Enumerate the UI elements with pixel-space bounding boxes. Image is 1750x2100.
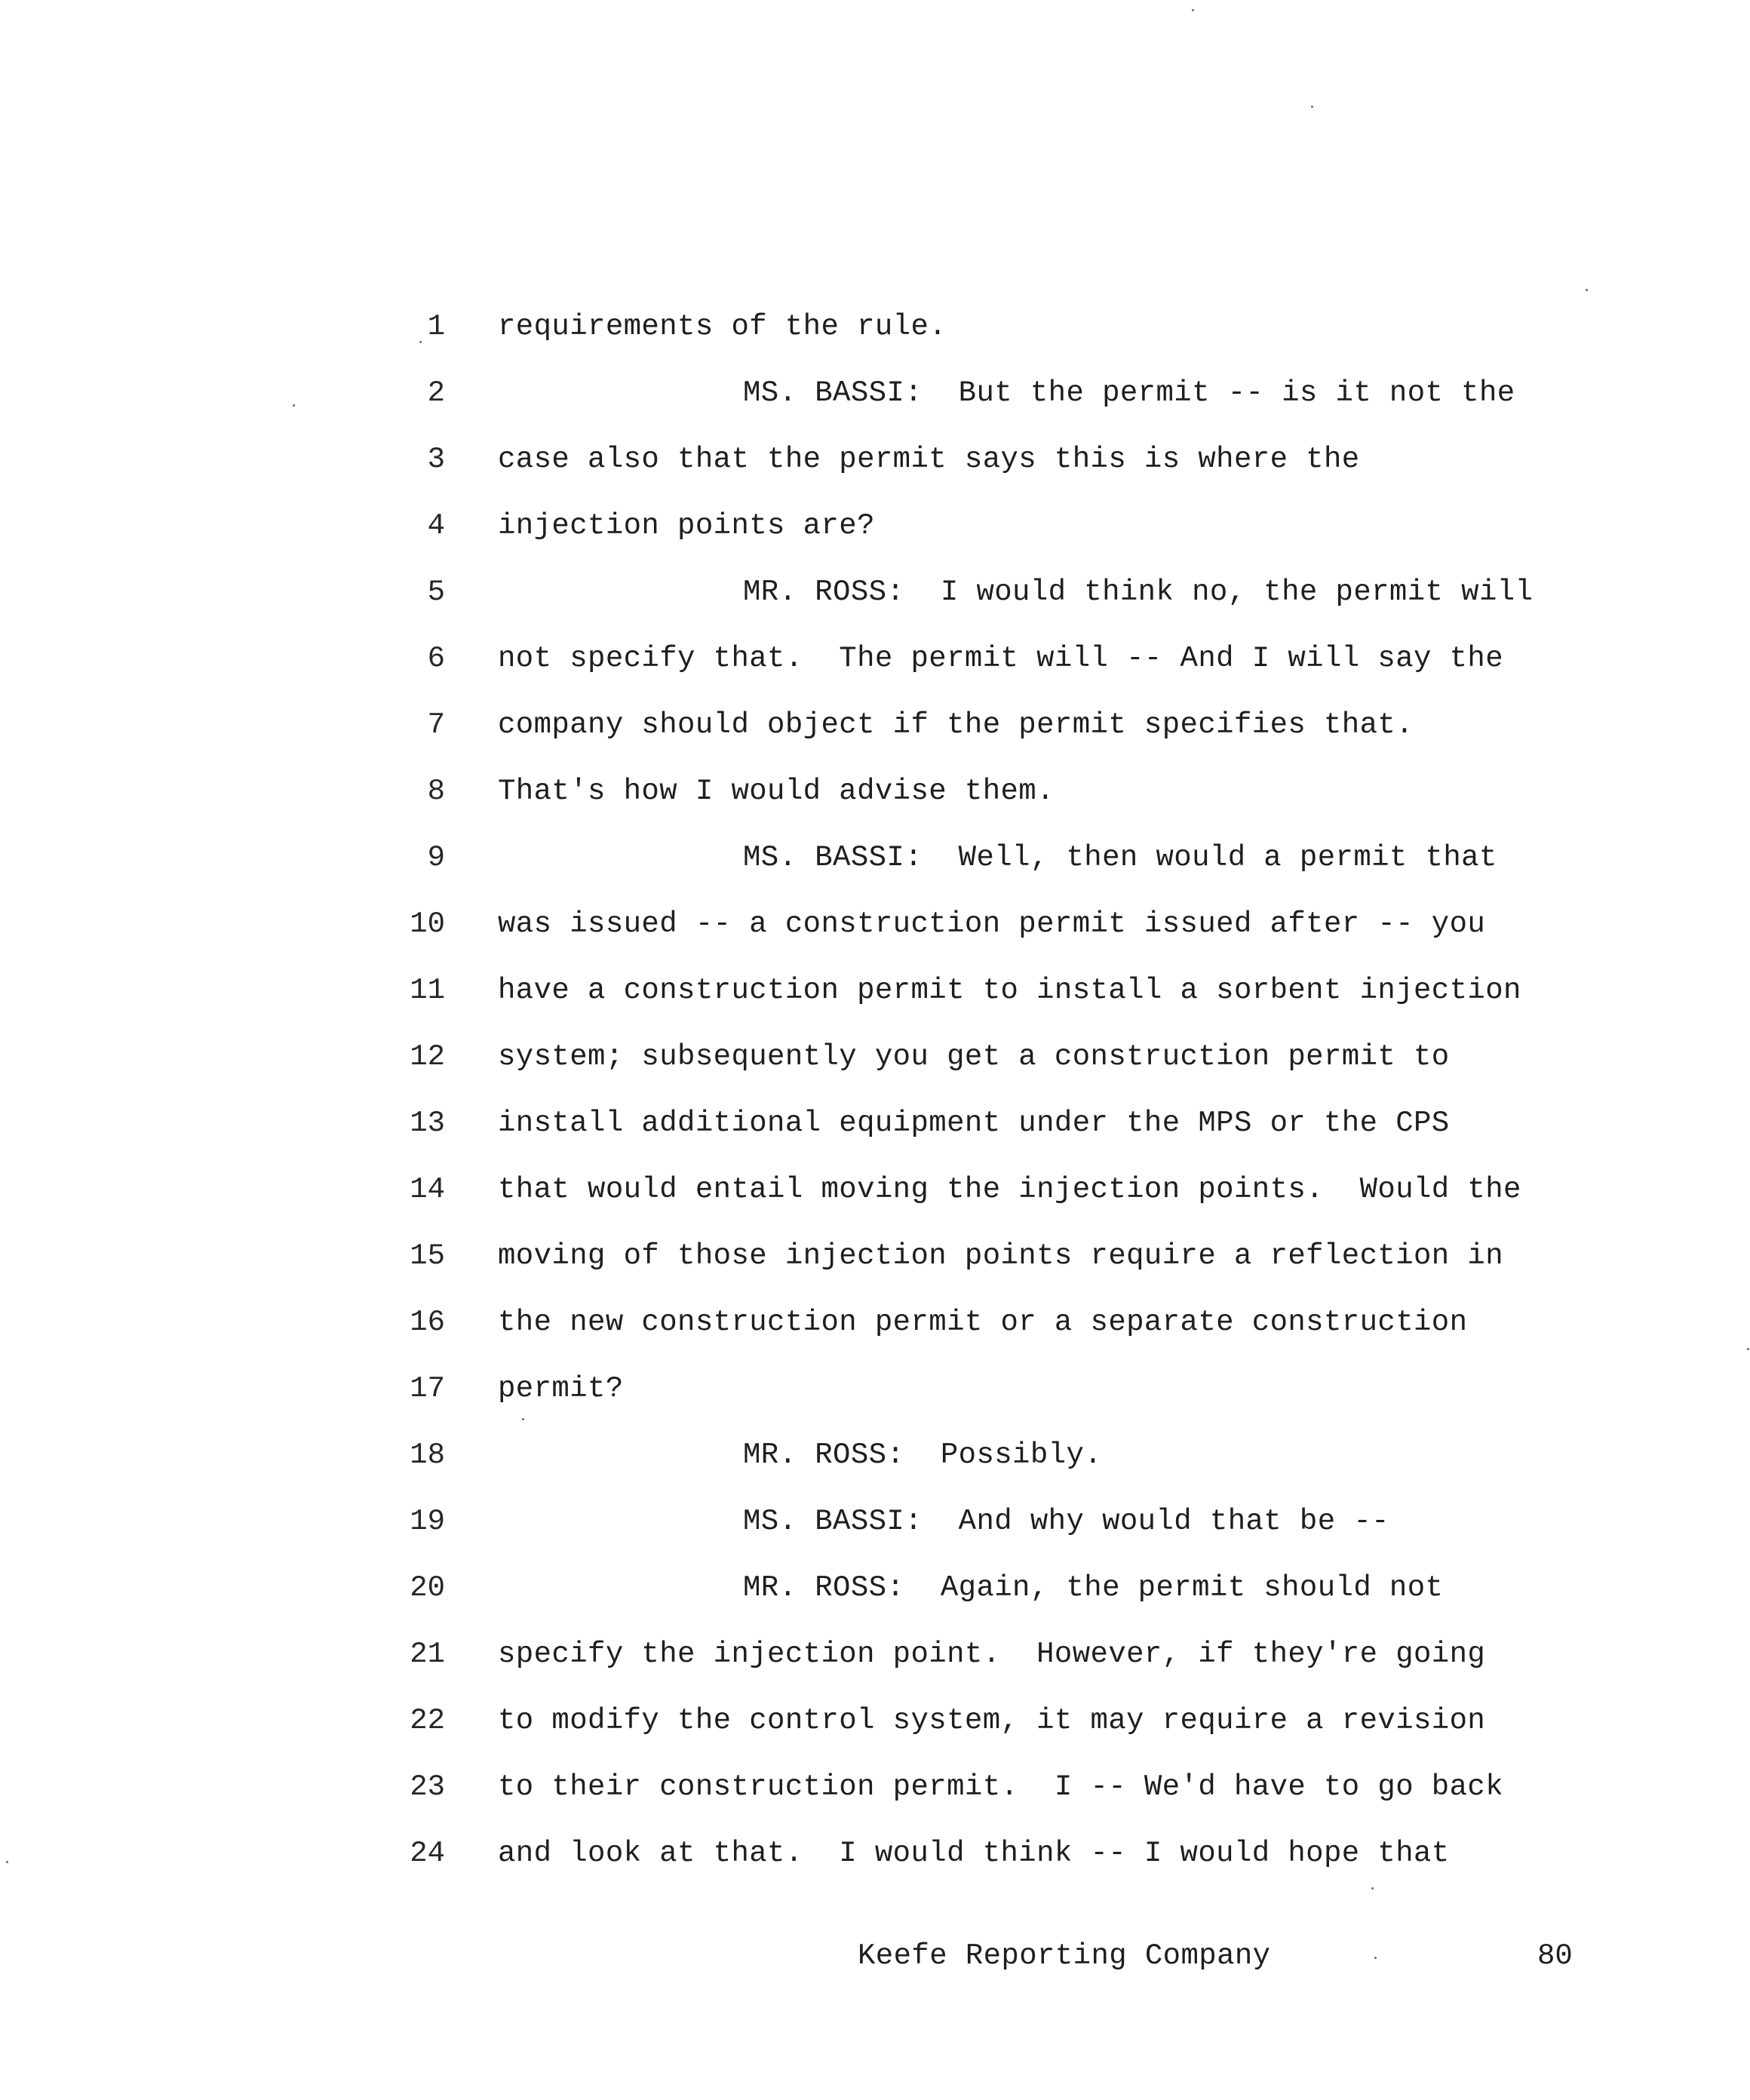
transcript-line: [0, 501, 1750, 567]
line-text: have a construction permit to install a sorbent injection: [498, 974, 1521, 1007]
transcript-line: [0, 1629, 1750, 1696]
line-text: That's how I would advise them.: [498, 775, 1055, 808]
transcript-line: [0, 1563, 1750, 1629]
line-text: install additional equipment under the MPS or the CPS: [498, 1107, 1450, 1140]
transcript-line: [0, 1297, 1750, 1364]
line-number: 9: [427, 841, 445, 874]
line-text: MS. BASSI: Well, then would a permit that: [743, 841, 1497, 874]
transcript-line: [0, 833, 1750, 899]
line-number: 16: [410, 1306, 445, 1339]
line-text: the new construction permit or a separate construction: [498, 1306, 1468, 1339]
scan-speck: [293, 404, 295, 407]
line-number: 15: [410, 1239, 445, 1273]
transcript-line: [0, 302, 1750, 368]
line-text: was issued -- a construction permit issued after -- you: [498, 907, 1486, 941]
line-text: company should object if the permit specifies that.: [498, 708, 1414, 741]
line-number: 3: [427, 443, 445, 476]
line-number: 24: [410, 1837, 445, 1870]
line-text: MR. ROSS: I would think no, the permit will: [743, 576, 1534, 609]
transcript-line: [0, 966, 1750, 1032]
line-text: MR. ROSS: Again, the permit should not: [743, 1571, 1444, 1604]
scan-speck: [1747, 1348, 1749, 1350]
transcript-line: [0, 1364, 1750, 1430]
line-text: MR. ROSS: Possibly.: [743, 1438, 1103, 1472]
line-number: 20: [410, 1571, 445, 1604]
transcript-line: [0, 1497, 1750, 1563]
transcript-line: [0, 1430, 1750, 1497]
line-number: 11: [410, 974, 445, 1007]
scan-speck: [1192, 9, 1194, 11]
line-text: to their construction permit. I -- We'd have to go back: [498, 1770, 1504, 1804]
page-number: 80: [1537, 1939, 1573, 1973]
transcript-line: [0, 567, 1750, 634]
scan-speck: [419, 341, 422, 343]
line-number: 1: [427, 310, 445, 343]
scan-speck: [1371, 1887, 1374, 1890]
scan-speck: [6, 1861, 8, 1863]
transcript-line: [0, 1231, 1750, 1297]
line-text: specify the injection point. However, if they're going: [498, 1638, 1486, 1671]
line-text: permit?: [498, 1372, 624, 1405]
line-number: 7: [427, 708, 445, 741]
line-number: 18: [410, 1438, 445, 1472]
line-number: 8: [427, 775, 445, 808]
line-text: MS. BASSI: And why would that be --: [743, 1505, 1389, 1538]
line-number: 21: [410, 1638, 445, 1671]
line-number: 12: [410, 1040, 445, 1073]
line-text: to modify the control system, it may require a revision: [498, 1704, 1486, 1737]
transcript-line: [0, 368, 1750, 434]
line-text: that would entail moving the injection points. Would the: [498, 1173, 1521, 1206]
line-text: MS. BASSI: But the permit -- is it not the: [743, 376, 1515, 410]
line-text: not specify that. The permit will -- And I will say the: [498, 642, 1504, 675]
transcript-line: [0, 766, 1750, 833]
footer-company: Keefe Reporting Company: [858, 1939, 1271, 1973]
line-number: 14: [410, 1173, 445, 1206]
line-number: 13: [410, 1107, 445, 1140]
line-text: case also that the permit says this is where the: [498, 443, 1360, 476]
transcript-body: [0, 302, 1750, 1895]
line-text: moving of those injection points require a reflection in: [498, 1239, 1504, 1273]
line-number: 23: [410, 1770, 445, 1804]
line-number: 5: [427, 576, 445, 609]
line-text: requirements of the rule.: [498, 310, 947, 343]
transcript-line: [0, 1762, 1750, 1828]
scan-speck: [1586, 289, 1588, 291]
line-number: 6: [427, 642, 445, 675]
transcript-line: [0, 1098, 1750, 1165]
line-number: 4: [427, 509, 445, 542]
line-number: 10: [410, 907, 445, 941]
line-number: 22: [410, 1704, 445, 1737]
line-number: 19: [410, 1505, 445, 1538]
scan-speck: [1374, 1957, 1377, 1959]
line-number: 17: [410, 1372, 445, 1405]
scan-speck: [1311, 106, 1313, 108]
line-text: and look at that. I would think -- I would hope that: [498, 1837, 1450, 1870]
line-text: system; subsequently you get a construction permit to: [498, 1040, 1450, 1073]
transcript-line: [0, 1165, 1750, 1231]
transcript-line: [0, 700, 1750, 766]
line-number: 2: [427, 376, 445, 410]
scan-speck: [522, 1418, 524, 1420]
line-text: injection points are?: [498, 509, 875, 542]
transcript-line: [0, 1032, 1750, 1098]
transcript-line: [0, 1696, 1750, 1762]
transcript-line: [0, 434, 1750, 501]
transcript-line: [0, 899, 1750, 966]
transcript-line: [0, 634, 1750, 700]
transcript-line: [0, 1828, 1750, 1895]
